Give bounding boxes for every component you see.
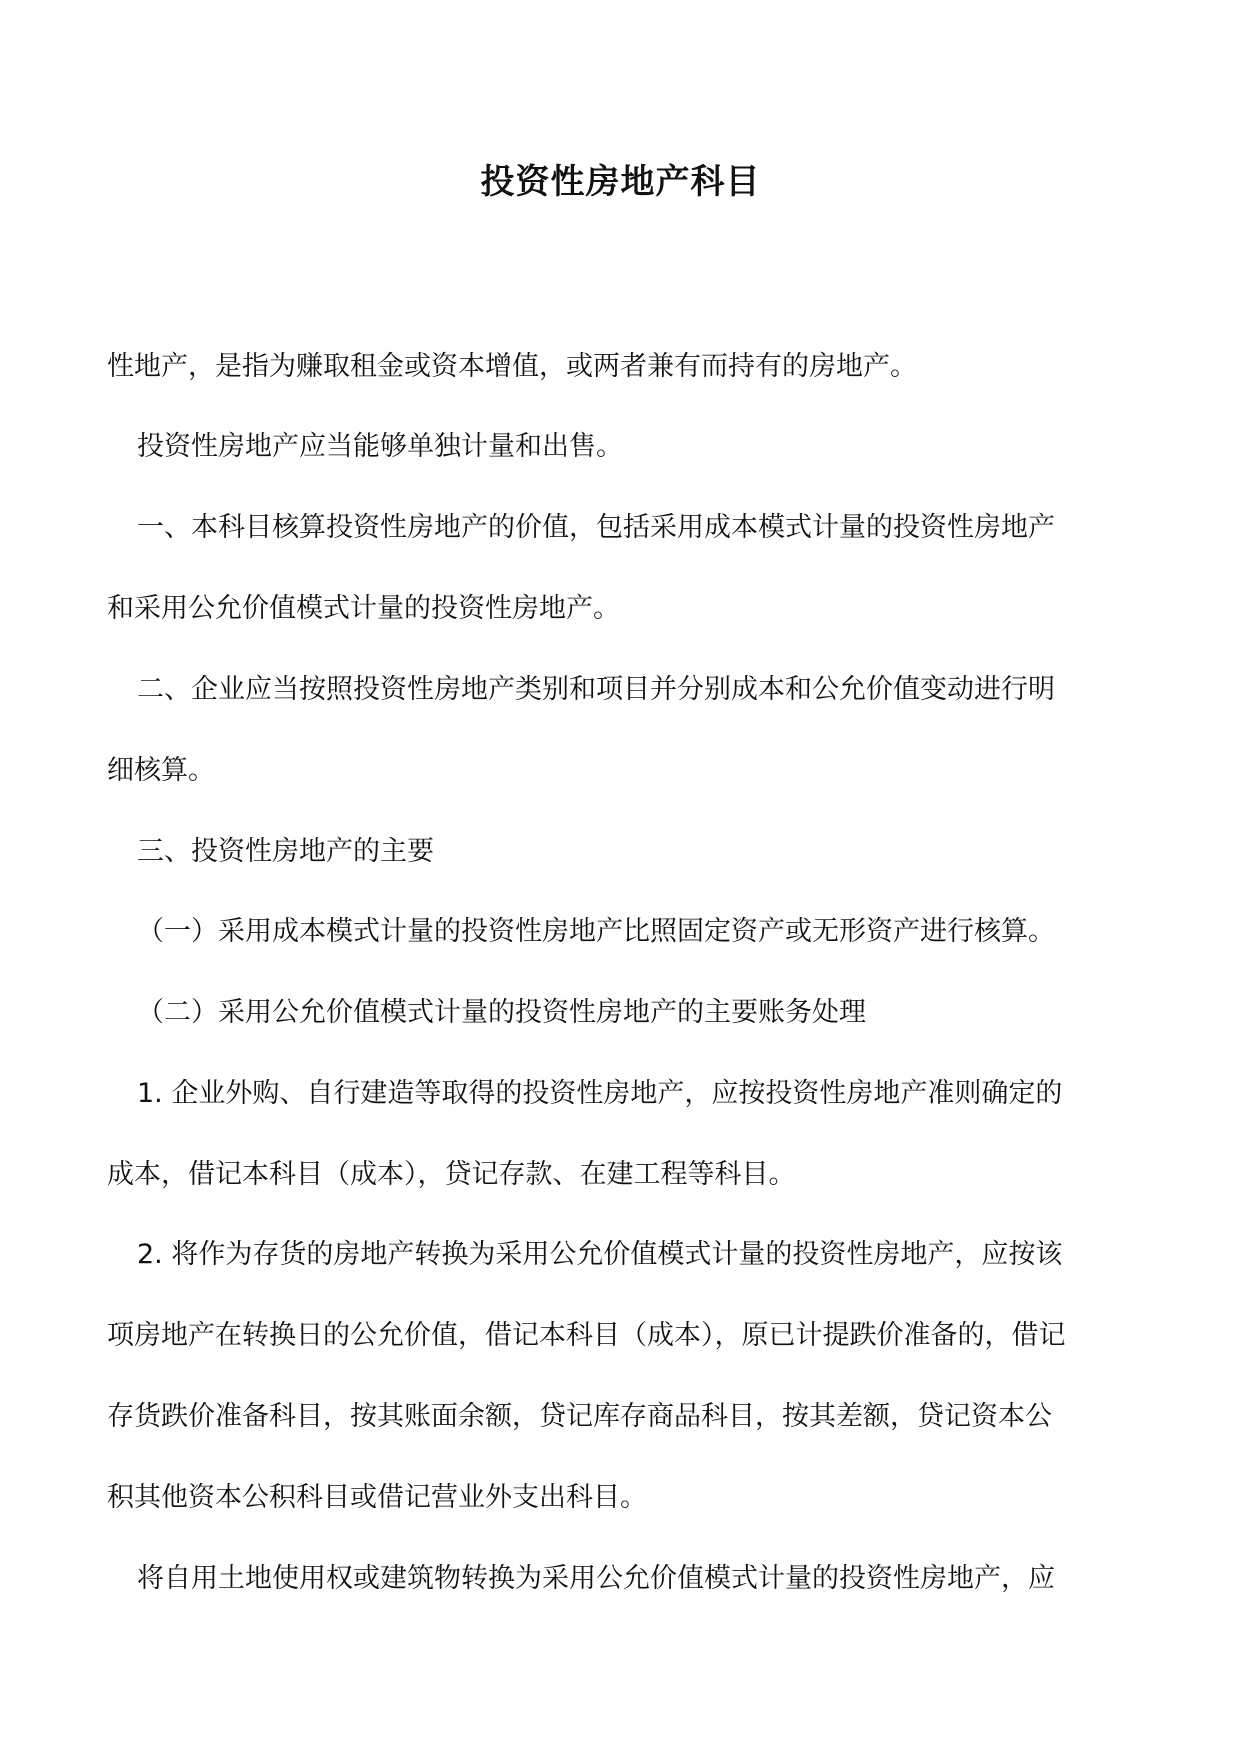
paragraph-line: 三、投资性房地产的主要 — [137, 836, 434, 867]
paragraph-line: 一、本科目核算投资性房地产的价值，包括采用成本模式计量的投资性房地产 — [137, 512, 1055, 543]
paragraph-line: 项房地产在转换日的公允价值，借记本科目（成本），原已计提跌价准备的，借记 — [107, 1320, 1066, 1351]
paragraph-line: 细核算。 — [107, 755, 215, 786]
paragraph-line: 1. 企业外购、自行建造等取得的投资性房地产，应按投资性房地产准则确定的 — [137, 1078, 1063, 1109]
paragraph-line: 二、企业应当按照投资性房地产类别和项目并分别成本和公允价值变动进行明 — [137, 674, 1055, 705]
paragraph-line: （二）采用公允价值模式计量的投资性房地产的主要账务处理 — [137, 997, 866, 1028]
paragraph-line: 将自用土地使用权或建筑物转换为采用公允价值模式计量的投资性房地产，应 — [137, 1563, 1055, 1594]
paragraph-line: 积其他资本公积科目或借记营业外支出科目。 — [107, 1482, 647, 1513]
paragraph-line: 性地产，是指为赚取租金或资本增值，或两者兼有而持有的房地产。 — [107, 351, 917, 382]
paragraph-line: 和采用公允价值模式计量的投资性房地产。 — [107, 593, 620, 624]
paragraph-line: 存货跌价准备科目，按其账面余额，贷记库存商品科目，按其差额，贷记资本公 — [107, 1401, 1052, 1432]
paragraph-line: 投资性房地产应当能够单独计量和出售。 — [137, 431, 623, 462]
page-title: 投资性房地产科目 — [480, 162, 761, 202]
paragraph-line: 成本，借记本科目（成本），贷记存款、在建工程等科目。 — [107, 1159, 796, 1190]
paragraph-line: 2. 将作为存货的房地产转换为采用公允价值模式计量的投资性房地产，应按该 — [137, 1239, 1063, 1270]
paragraph-line: （一）采用成本模式计量的投资性房地产比照固定资产或无形资产进行核算。 — [137, 916, 1055, 947]
